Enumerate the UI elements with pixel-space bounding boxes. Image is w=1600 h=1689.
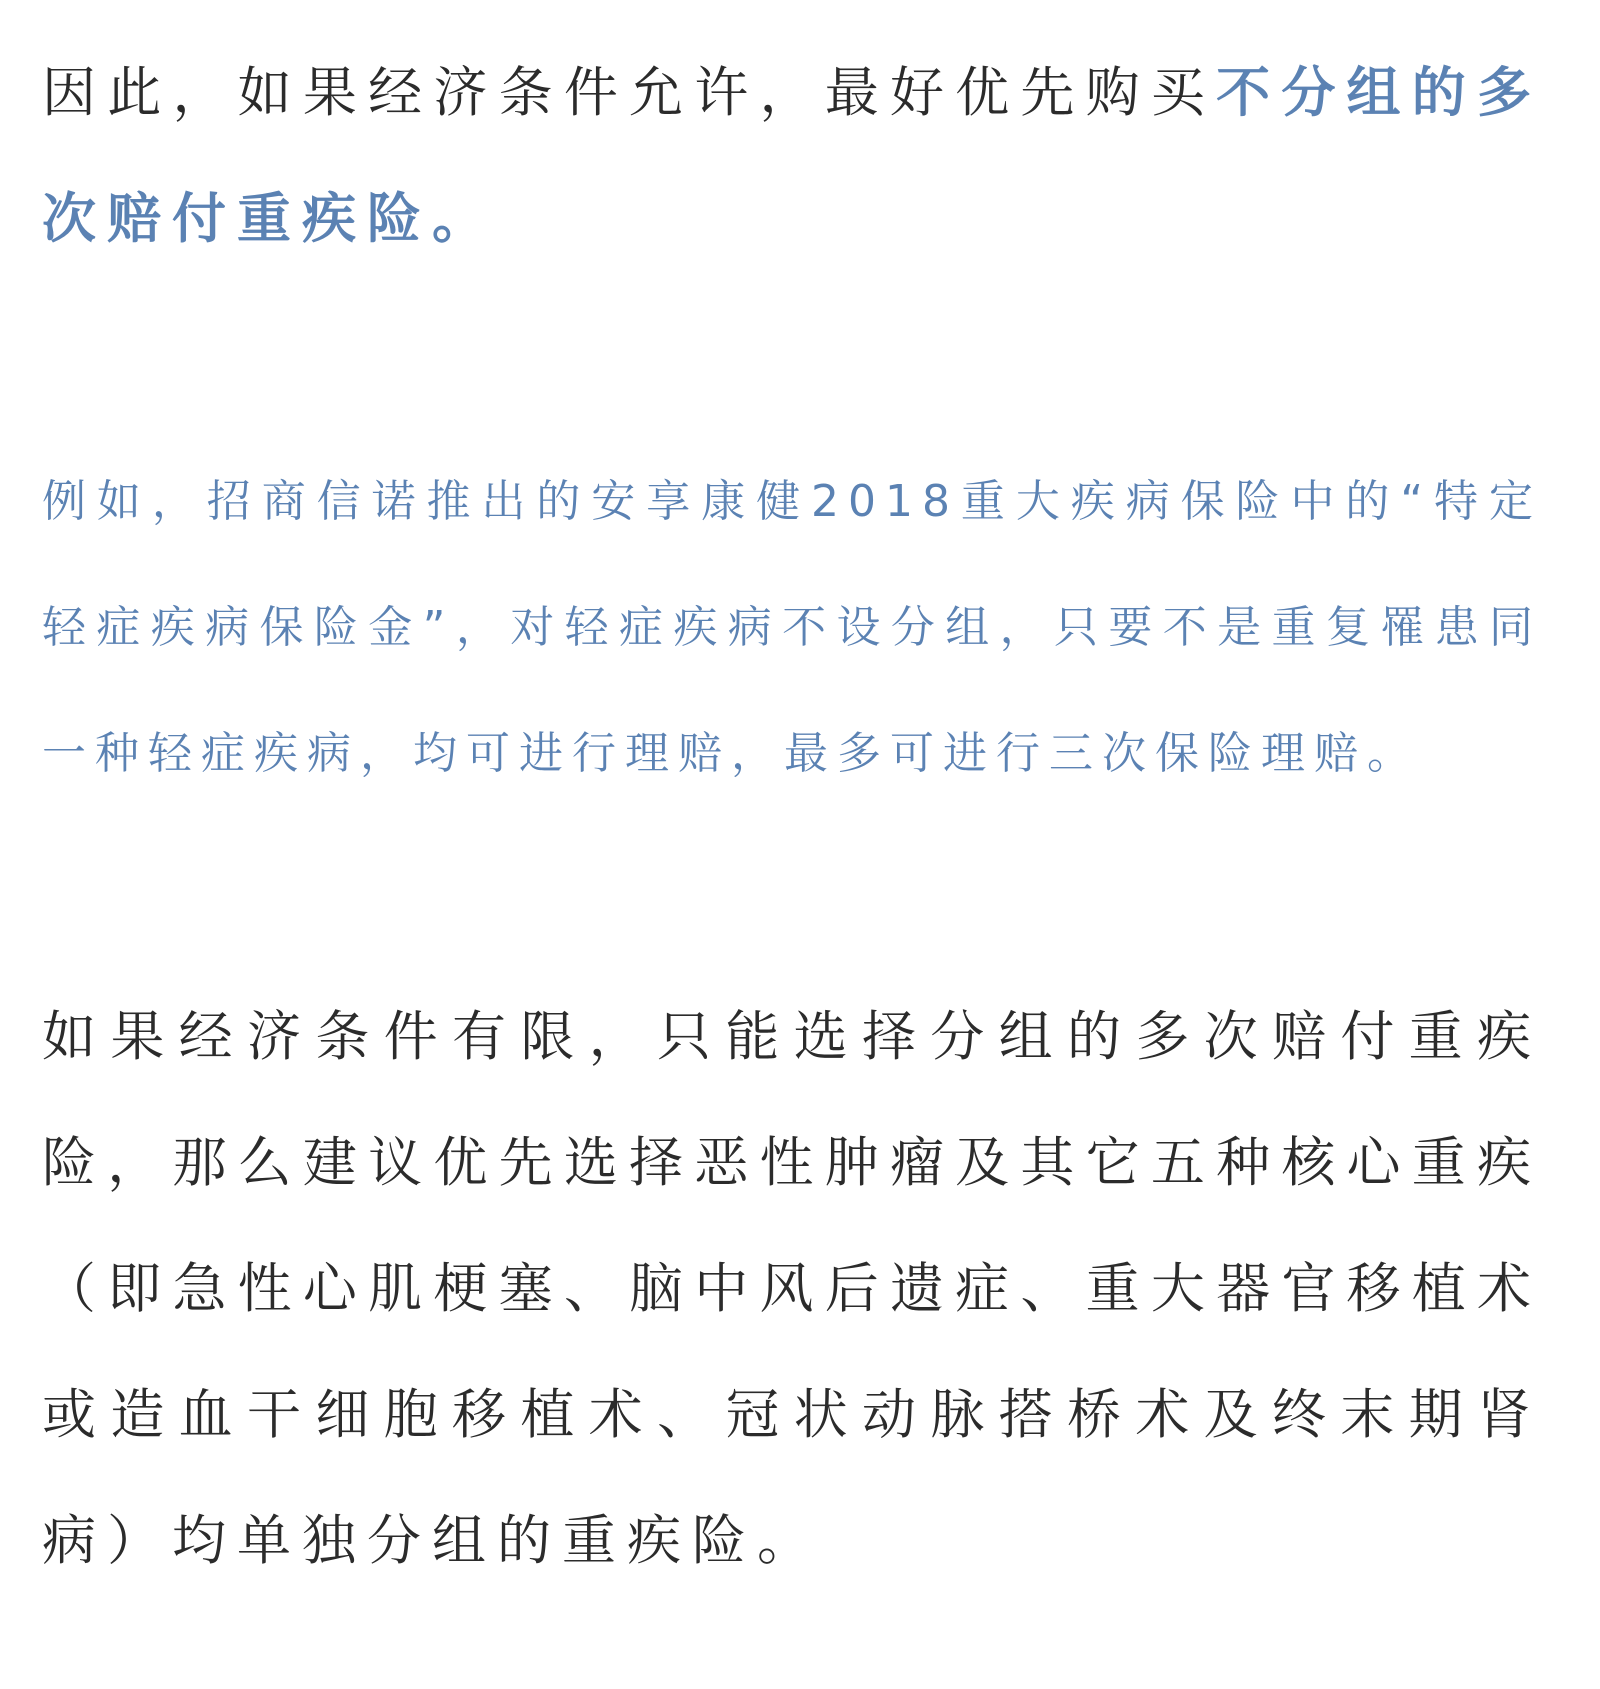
paragraph-conclusion xyxy=(42,30,1542,282)
paragraph-recommendation: 如果经济条件有限，只能选择分组的多次赔付重疾险，那么建议优先选择恶性肿瘤及其它五种核心重疾（即急性心肌梗塞、脑中风后遗症、重大器官移植术或造血干细胞移植术、冠状动脉搭桥术及终末期肾病）均单独分组的重疾险。 xyxy=(42,1005,1542,1572)
conclusion-highlight: 不分组的多次赔付重疾险。 xyxy=(42,61,1543,250)
conclusion-text: 因此，如果经济条件允许，最好优先购买 xyxy=(42,61,1217,124)
paragraph-example: 例如，招商信诺推出的安享康健2018重大疾病保险中的“特定轻症疾病保险金”，对轻症疾病不设分组，只要不是重复罹患同一种轻症疾病，均可进行理赔，最多可进行三次保险理赔。 xyxy=(42,476,1542,779)
article-content xyxy=(42,30,1542,1604)
